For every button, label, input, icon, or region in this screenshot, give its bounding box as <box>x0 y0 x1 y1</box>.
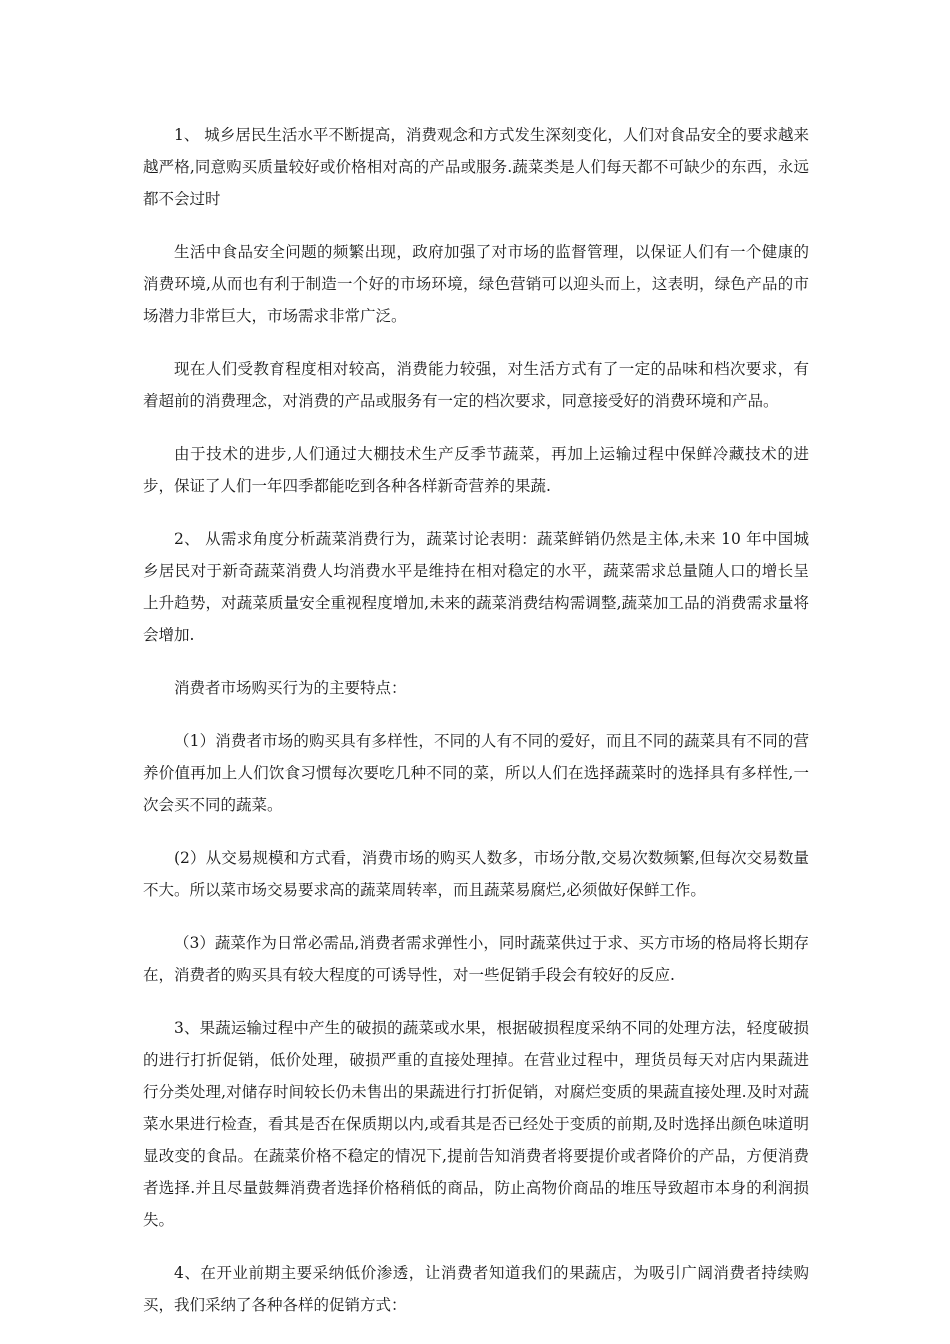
paragraph-7: （1）消费者市场的购买具有多样性，不同的人有不同的爱好，而且不同的蔬菜具有不同的营养价值再加上人们饮食习惯每次要吃几种不同的菜，所以人们在选择蔬菜时的选择具有多样性,一次会买不同的蔬菜。 <box>143 732 809 814</box>
paragraph-8: (2）从交易规模和方式看，消费市场的购买人数多，市场分散,交易次数频繁,但每次交易数量不大。所以菜市场交易要求高的蔬菜周转率，而且蔬菜易腐烂,必须做好保鲜工作。 <box>143 849 809 899</box>
paragraph-5: 2、 从需求角度分析蔬菜消费行为，蔬菜讨论表明：蔬菜鲜销仍然是主体,未来 10 年中国城乡居民对于新奇蔬菜消费人均消费水平是维持在相对稳定的水平，蔬菜需求总量随人口的增长呈上升趋势，对蔬菜质量安全重视程度增加,未来的蔬菜消费结构需调整,蔬菜加工品的消费需求量将会增加. <box>143 530 809 644</box>
paragraph-3: 现在人们受教育程度相对较高，消费能力较强，对生活方式有了一定的品味和档次要求，有着超前的消费理念，对消费的产品或服务有一定的档次要求，同意接受好的消费环境和产品。 <box>143 360 809 410</box>
document-body <box>143 119 809 1342</box>
paragraph-11: 4、在开业前期主要采纳低价渗透，让消费者知道我们的果蔬店，为吸引广阔消费者持续购买，我们采纳了各种各样的促销方式： <box>143 1264 809 1314</box>
paragraph-4: 由于技术的进步,人们通过大棚技术生产反季节蔬菜，再加上运输过程中保鲜冷藏技术的进步，保证了人们一年四季都能吃到各种各样新奇营养的果蔬. <box>143 445 809 495</box>
paragraph-10: 3、果蔬运输过程中产生的破损的蔬菜或水果，根据破损程度采纳不同的处理方法，轻度破损的进行打折促销，低价处理，破损严重的直接处理掉。在营业过程中，理货员每天对店内果蔬进行分类处理,对储存时间较长仍未售出的果蔬进行打折促销，对腐烂变质的果蔬直接处理.及时对蔬菜水果进行检查，看其是否在保质期以内,或看其是否已经处于变质的前期,及时选择出颜色味道明显改变的食品。在蔬菜价格不稳定的情况下,提前告知消费者将要提价或者降价的产品，方便消费者选择.并且尽量鼓舞消费者选择价格稍低的商品，防止高物价商品的堆压导致超市本身的利润损失。 <box>143 1019 809 1229</box>
paragraph-2: 生活中食品安全问题的频繁出现，政府加强了对市场的监督管理，以保证人们有一个健康的消费环境,从而也有利于制造一个好的市场环境，绿色营销可以迎头而上，这表明，绿色产品的市场潜力非常巨大，市场需求非常广泛。 <box>143 243 809 325</box>
paragraph-1: 1、 城乡居民生活水平不断提高，消费观念和方式发生深刻变化，人们对食品安全的要求越来越严格,同意购买质量较好或价格相对高的产品或服务.蔬菜类是人们每天都不可缺少的东西，永远都不会过时 <box>143 126 809 208</box>
paragraph-9: （3）蔬菜作为日常必需品,消费者需求弹性小，同时蔬菜供过于求、买方市场的格局将长期存在，消费者的购买具有较大程度的可诱导性，对一些促销手段会有较好的反应. <box>143 934 809 984</box>
paragraph-6: 消费者市场购买行为的主要特点： <box>174 679 407 697</box>
